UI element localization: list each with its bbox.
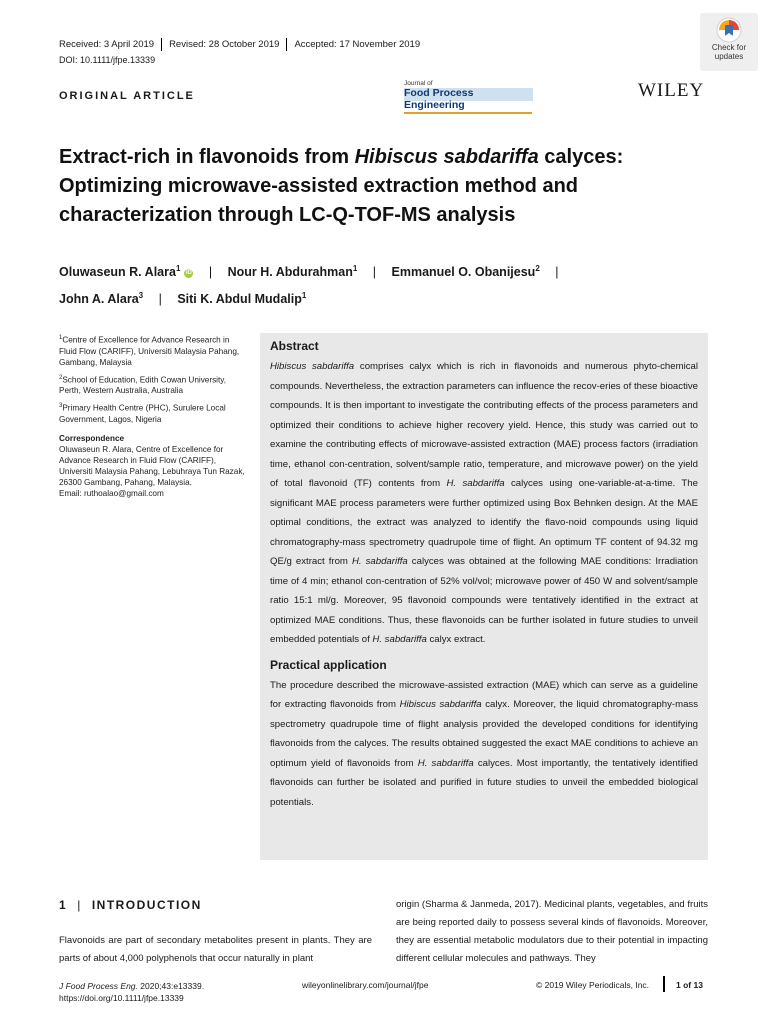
title-species: Hibiscus sabdariffa <box>354 146 539 168</box>
author-list <box>59 257 719 311</box>
correspondence-address: Oluwaseun R. Alara, Centre of Excellence for Advance Research in Fluid Flow (CARIFF), Universiti Malaysia Pahang, Lebuhraya Tun Razak, 26300 Gambang, Pahang, Malaysia. <box>59 445 245 488</box>
affiliation-number: 3 <box>59 403 63 410</box>
abstract-box <box>260 333 708 860</box>
section-heading-introduction <box>59 898 202 912</box>
received-date: Received: 3 April 2019 <box>59 39 155 50</box>
author-affiliation-mark: 3 <box>138 291 144 301</box>
author-name[interactable]: John A. Alara <box>59 292 139 307</box>
author-name[interactable]: Emmanuel O. Obanijesu <box>391 265 536 280</box>
check-for-updates-label: Check for <box>711 43 747 52</box>
section-number: 1 <box>59 898 68 912</box>
journal-of-label: Journal of <box>404 80 433 87</box>
author-separator: | <box>208 265 213 280</box>
citation-volume: 2020;43:e13339. <box>137 981 205 991</box>
article-title <box>59 143 699 230</box>
journal-logo <box>404 80 532 114</box>
author-affiliation-mark: 1 <box>352 264 358 273</box>
affiliations <box>59 333 249 499</box>
affiliation-text: Centre of Excellence for Advance Research in Fluid Flow (CARIFF), Universiti Malaysia Pahang, Gambang, Malaysia <box>59 335 240 367</box>
footer-divider <box>663 976 665 992</box>
revised-date: Revised: 28 October 2019 <box>169 39 280 50</box>
footer-doi-link[interactable]: https://doi.org/10.1111/jfpe.13339 <box>59 993 184 1003</box>
abstract-heading: Abstract <box>270 339 319 353</box>
practical-sentence: calyx. Moreover, the liquid chromatography-mass spectrometry quadrupole time of flight analysis provided the developed conditions for identifying flavonoids from the calyces. The results obtained suggested the exact MAE conditions to achieve an optimum yield of flavonoids from <box>270 699 698 769</box>
abstract-sentence: calyx extract. <box>426 634 486 645</box>
practical-sentence: calyces. Most importantly, the tentatively identified flavonoids can further be isolated and purified in future studies to unveil the embedded biological potentials. <box>270 757 698 808</box>
species-name: Hibiscus sabdariffa <box>399 699 482 710</box>
species-name: H. sabdariffa <box>446 478 505 489</box>
correspondence-email[interactable]: Email: ruthoalao@gmail.com <box>59 489 164 499</box>
species-name: H. sabdariffa <box>417 757 474 769</box>
author-affiliation-mark: 1 <box>175 264 181 273</box>
affiliation-number: 1 <box>59 335 63 341</box>
publication-dates <box>59 38 420 51</box>
date-divider <box>286 38 287 51</box>
affiliation <box>59 333 249 368</box>
affiliation-text: School of Education, Edith Cowan University, Perth, Western Australia, Australia <box>59 375 227 396</box>
title-text: Extract-rich in flavonoids from <box>59 146 355 168</box>
introduction-column-1: Flavonoids are part of secondary metabolites present in plants. They are parts of about 4,000 polyphenols that occur naturally in plant <box>59 935 372 964</box>
practical-sentence: The procedure described the microwave-assisted extraction (MAE) which can serve as a guideline for extracting flavonoids from <box>270 679 698 710</box>
orcid-icon[interactable]: iD <box>185 270 192 277</box>
accepted-date: Accepted: 17 November 2019 <box>294 39 421 50</box>
author-affiliation-mark: 2 <box>535 264 540 273</box>
section-separator: | <box>77 898 82 912</box>
practical-application-heading: Practical application <box>270 657 387 672</box>
author-name[interactable]: Oluwaseun R. Alara <box>59 265 176 280</box>
practical-application-text <box>270 676 698 813</box>
citation-journal: J Food Process Eng. <box>59 981 138 991</box>
footer-website-link[interactable]: wileyonlinelibrary.com/journal/jfpe <box>302 980 429 990</box>
abstract-sentence: calyces was obtained at the following MAE conditions: Irradiation time of 4 min; ethanol con-centration of 52% vol/vol; microwave power of 450 W and solvent/sample ratio 15:1 ml/g. Moreover, 95 flavonoid compounds were tentatively identified in the extract at optimized MAE conditions. Thus, these flavonoids can be further isolated in future studies to unveil embedded potentials of <box>270 556 698 645</box>
article-type: ORIGINAL ARTICLE <box>59 90 195 102</box>
author-name[interactable]: Nour H. Abdurahman <box>227 265 353 280</box>
footer-copyright: © 2019 Wiley Periodicals, Inc. <box>536 980 650 990</box>
species-name: H. sabdariffa <box>351 556 408 567</box>
author-separator: | <box>372 265 377 280</box>
affiliation-text: Primary Health Centre (PHC), Surulere Local Government, Lagos, Nigeria <box>59 404 226 425</box>
species-name: H. sabdariffa <box>372 634 427 645</box>
affiliation <box>59 373 249 397</box>
correspondence-text <box>59 444 249 499</box>
introduction-column-2: origin (Sharma & Janmeda, 2017). Medicinal plants, vegetables, and fruits are being reported daily to possess several kinds of flavonoids. Moreover, they are essential metabolic modulators due to their potential in impacting different cellular molecules and pathways. They <box>396 899 708 964</box>
author-separator: | <box>158 292 162 307</box>
abstract-content <box>270 339 698 812</box>
publisher-logo: WILEY <box>638 80 705 101</box>
abstract-sentence: comprises calyx which is rich in flavonoids and numerous phyto-chemical compounds. Nevertheless, the extraction parameters can influence the recov-eries of these bioactive compounds. It is then important to investigate the contributing effects of the process parameters and optimized their conditions to achieve higher recovery yield. Hence, this study was carried out to examine the contributing effects of microwave-assisted extraction (MAE) process factors (irradiation time, ethanol con-centration, solvent/sample ratio, temperature, and microwave power) on the yield of total flavonoid (TF) contents from <box>270 361 698 489</box>
doi[interactable]: DOI: 10.1111/jfpe.13339 <box>59 55 156 65</box>
affiliation-number: 2 <box>59 374 63 381</box>
author-name[interactable]: Siti K. Abdul Mudalip <box>177 292 302 307</box>
journal-name: Food Process Engineering <box>404 87 532 114</box>
footer-citation <box>59 980 204 1004</box>
abstract-text <box>270 357 698 650</box>
abstract-sentence: calyces using one-variable-at-a-time. The significant MAE process parameters were further optimized using Box Behnken design. At the MAE optimal conditions, the extract was analyzed to identify the flavo-noid compounds using liquid chromatography-mass spectrometry quadrupole time of flight. An optimum TF content of 94.32 mg QE/g extract from <box>270 478 698 567</box>
check-for-updates-icon <box>715 16 743 44</box>
check-for-updates-badge[interactable] <box>700 13 758 71</box>
author-separator: | <box>555 265 559 280</box>
species-name: Hibiscus sabdariffa <box>270 361 355 372</box>
page-number: 1 of 13 <box>676 980 703 990</box>
date-divider <box>161 38 162 51</box>
title-text-2: calyces: Optimizing microwave-assisted extraction method and characterization through LC-Q-TOF-MS analysis <box>59 146 624 226</box>
affiliation <box>59 401 249 425</box>
check-for-updates-label-2: updates <box>714 51 744 61</box>
section-title: INTRODUCTION <box>91 898 202 912</box>
author-affiliation-mark: 1 <box>301 291 307 301</box>
correspondence-heading: Correspondence <box>59 434 125 444</box>
